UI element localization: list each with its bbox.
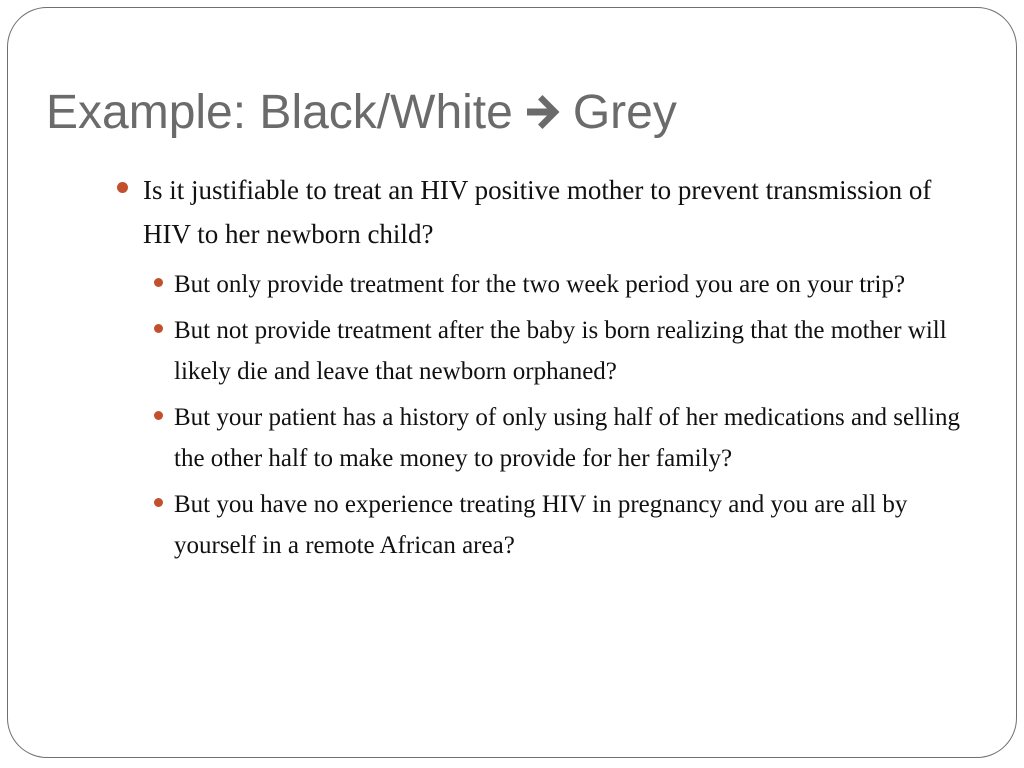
list-item <box>174 310 974 392</box>
bullet-dot-icon <box>154 278 163 287</box>
bullet-dot-icon <box>154 411 163 420</box>
bullet-dot-icon <box>154 324 163 333</box>
bullet-dot-icon <box>117 182 128 193</box>
sub-bullet-text: But you have no experience treating HIV in pregnancy and you are all by yourself in a remote African area? <box>174 491 908 559</box>
bullet-dot-icon <box>154 498 163 507</box>
sub-bullet-text: But your patient has a history of only using half of her medications and selling the other half to make money to provide for her family? <box>174 404 960 472</box>
list-item <box>174 484 974 566</box>
sub-bullet-text: But only provide treatment for the two week period you are on your trip? <box>174 271 906 298</box>
right-arrow-icon <box>525 86 563 144</box>
slide-content <box>0 168 1024 571</box>
slide-title <box>46 84 677 144</box>
list-item <box>174 397 974 479</box>
title-suffix: Grey <box>572 86 677 139</box>
title-prefix: Example: Black/White <box>46 86 513 139</box>
sub-bullet-text: But not provide treatment after the baby is born realizing that the mother will likely die and leave that newborn orphaned? <box>174 317 947 385</box>
bullet-text: Is it justifiable to treat an HIV positive mother to prevent transmission of HIV to her newborn child? <box>143 175 932 249</box>
list-item <box>174 264 974 305</box>
list-item <box>143 168 943 256</box>
